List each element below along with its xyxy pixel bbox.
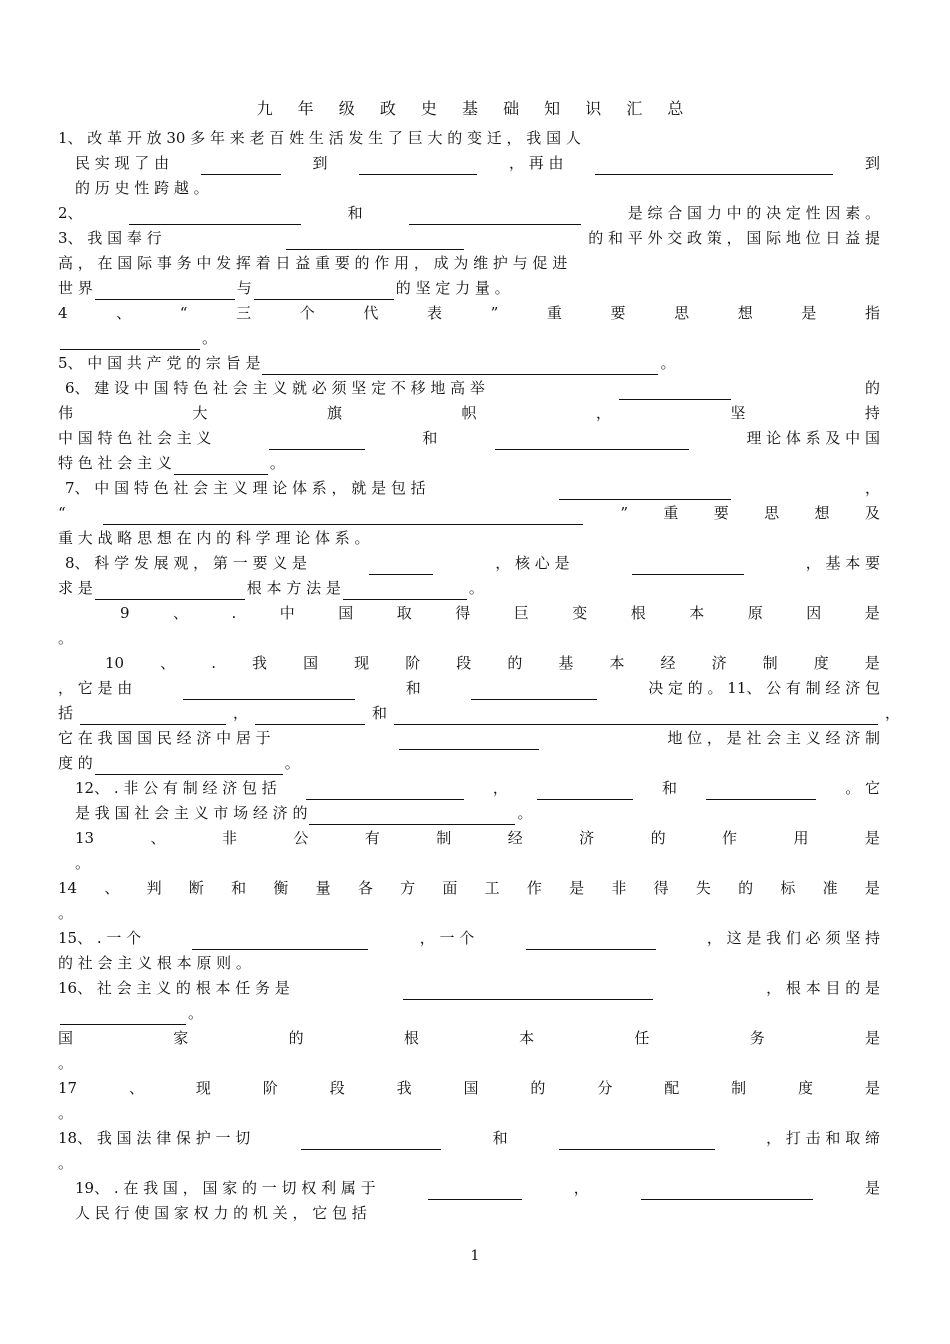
- line-text: 。: [75, 854, 91, 872]
- line-text: 工: [484, 879, 500, 897]
- answer-blank[interactable]: [428, 1183, 522, 1200]
- line-text: 9: [120, 604, 130, 622]
- line-text: 、: [173, 604, 189, 622]
- line-text: 帜: [461, 404, 477, 422]
- line-text: 7、 中 国 特 色 社 会 主 义 理 论 体 系 ， 就 是 包 括: [65, 479, 426, 497]
- text-line: [58, 451, 500, 475]
- line-text: 判: [146, 879, 162, 897]
- answer-blank[interactable]: [559, 1133, 715, 1150]
- answer-blank[interactable]: [174, 458, 268, 475]
- line-text: 量: [315, 879, 331, 897]
- line-text: 指: [864, 304, 880, 322]
- answer-blank[interactable]: [343, 583, 467, 600]
- line-text: 国: [338, 604, 354, 622]
- line-text: 我: [396, 1079, 412, 1097]
- line-text: 8、 科 学 发 展 观 ， 第 一 要 义 是: [65, 554, 307, 572]
- line-text: 表: [426, 304, 442, 322]
- line-text: ，: [573, 1179, 589, 1197]
- line-text: 13: [75, 829, 95, 847]
- line-text: 它 在 我 国 国 民 经 济 中 居 于: [58, 729, 271, 747]
- line-text: 非: [221, 829, 237, 847]
- answer-blank[interactable]: [619, 383, 731, 400]
- line-text: 根: [630, 604, 646, 622]
- line-text: 。: [660, 354, 676, 372]
- line-text: 代: [363, 304, 379, 322]
- line-text: 14: [58, 879, 78, 897]
- answer-blank[interactable]: [129, 208, 301, 225]
- line-text: 重: [663, 504, 679, 522]
- line-text: 想: [814, 504, 830, 522]
- line-text: ， 再 由: [508, 154, 564, 172]
- line-text: 19、 . 在 我 国 ， 国 家 的 一 切 权 利 属 于: [75, 1179, 376, 1197]
- text-line: [58, 426, 880, 450]
- text-line: [58, 501, 880, 525]
- line-text: 得: [455, 604, 471, 622]
- line-text: 的: [288, 1029, 304, 1047]
- line-text: 15、 . 一 个: [58, 929, 142, 947]
- page-title: 九 年 级 政 史 基 础 知 识 汇 总: [256, 99, 694, 118]
- text-line: [65, 551, 880, 575]
- line-text: 思: [674, 304, 690, 322]
- line-text: 中 国 特 色 社 会 主 义: [58, 429, 212, 447]
- text-line: [58, 1026, 880, 1050]
- line-text: 括: [58, 704, 74, 722]
- line-text: 思: [764, 504, 780, 522]
- text-line: [58, 201, 880, 225]
- line-text: 分: [597, 1079, 613, 1097]
- answer-blank[interactable]: [95, 758, 283, 775]
- text-line: [75, 826, 880, 850]
- line-text: 的: [507, 654, 523, 672]
- line-text: 任: [634, 1029, 650, 1047]
- line-text: ， 打 击 和 取 缔: [766, 1129, 880, 1147]
- text-line: [58, 1051, 200, 1075]
- line-text: 世 界: [58, 279, 93, 297]
- line-text: 本: [519, 1029, 535, 1047]
- text-line: [58, 876, 880, 900]
- answer-blank[interactable]: [301, 1133, 441, 1150]
- text-line: [75, 776, 880, 800]
- text-line: [75, 151, 880, 175]
- line-text: 、: [150, 829, 166, 847]
- text-line: [58, 351, 880, 375]
- line-text: 现: [354, 654, 370, 672]
- answer-blank[interactable]: [495, 433, 689, 450]
- line-text: 是: [569, 879, 585, 897]
- answer-blank[interactable]: [409, 208, 581, 225]
- line-text: 的: [650, 829, 666, 847]
- line-text: 。: [284, 754, 300, 772]
- line-text: 个: [299, 304, 315, 322]
- line-text: 要: [713, 504, 729, 522]
- answer-blank[interactable]: [269, 433, 365, 450]
- line-text: 作: [526, 879, 542, 897]
- line-text: 准: [822, 879, 838, 897]
- answer-blank[interactable]: [394, 708, 878, 725]
- line-text: 坚: [730, 404, 746, 422]
- line-text: ， 这 是 我 们 必 须 坚 持: [706, 929, 880, 947]
- line-text: 。: [188, 1004, 204, 1022]
- line-text: 的: [738, 879, 754, 897]
- answer-blank[interactable]: [641, 1183, 813, 1200]
- text-line: [58, 751, 700, 775]
- line-text: 用: [793, 829, 809, 847]
- line-text: ”: [620, 504, 629, 522]
- line-text: “: [179, 304, 188, 322]
- line-text: 求 是: [58, 579, 93, 597]
- answer-blank[interactable]: [706, 783, 816, 800]
- page-number: 1: [470, 1248, 480, 1264]
- line-text: 中: [279, 604, 295, 622]
- line-text: 持: [864, 404, 880, 422]
- line-text: 是: [864, 829, 880, 847]
- line-text: 重 大 战 略 思 想 在 内 的 科 学 理 论 体 系 。: [58, 529, 370, 547]
- answer-blank[interactable]: [369, 558, 433, 575]
- line-text: 是 综 合 国 力 中 的 决 定 性 因 素 。: [627, 204, 880, 222]
- line-text: 决 定 的 。 11、 公 有 制 经 济 包: [648, 679, 880, 697]
- answer-blank[interactable]: [403, 983, 653, 1000]
- line-text: 阶: [262, 1079, 278, 1097]
- line-text: 特 色 社 会 主 义: [58, 454, 172, 472]
- line-text: 是: [864, 1029, 880, 1047]
- line-text: 想: [737, 304, 753, 322]
- text-line: [58, 626, 200, 650]
- answer-blank[interactable]: [526, 933, 656, 950]
- text-line: [75, 801, 700, 825]
- line-text: 务: [749, 1029, 765, 1047]
- line-text: ， 根 本 目 的 是: [766, 979, 880, 997]
- line-text: ， 它 是 由: [58, 679, 133, 697]
- line-text: 。: [58, 1054, 74, 1072]
- line-text: ，: [864, 479, 880, 497]
- answer-blank[interactable]: [595, 158, 833, 175]
- line-text: 到: [864, 154, 880, 172]
- line-text: 的: [530, 1079, 546, 1097]
- answer-blank[interactable]: [471, 683, 597, 700]
- text-line: [58, 1126, 880, 1150]
- text-line: [58, 976, 880, 1000]
- answer-blank[interactable]: [309, 808, 515, 825]
- line-text: ，: [492, 779, 508, 797]
- line-text: 巨: [513, 604, 529, 622]
- line-text: 、: [104, 879, 120, 897]
- line-text: 是: [864, 654, 880, 672]
- line-text: 制: [762, 654, 778, 672]
- line-text: 。: [269, 454, 285, 472]
- answer-blank[interactable]: [95, 283, 235, 300]
- line-text: 的: [864, 379, 880, 397]
- line-text: ， 核 心 是: [495, 554, 570, 572]
- line-text: ，: [884, 704, 900, 722]
- line-text: 3、 我 国 奉 行: [58, 229, 162, 247]
- text-line: [58, 1076, 880, 1100]
- text-line: [75, 1176, 880, 1200]
- line-text: 本: [609, 654, 625, 672]
- line-text: 衡: [273, 879, 289, 897]
- line-text: 各: [357, 879, 373, 897]
- line-text: 度 的: [58, 754, 93, 772]
- line-text: 及: [864, 504, 880, 522]
- text-line: [58, 901, 200, 925]
- answer-blank[interactable]: [80, 708, 226, 725]
- text-line: [58, 1101, 200, 1125]
- line-text: 有: [364, 829, 380, 847]
- text-line: [58, 951, 700, 975]
- line-text: 标: [780, 879, 796, 897]
- line-text: 和: [422, 429, 438, 447]
- line-text: 6、 建 设 中 国 特 色 社 会 主 义 就 必 须 坚 定 不 移 地 高 举: [65, 379, 485, 397]
- line-text: ，: [232, 704, 248, 722]
- text-line: [65, 376, 880, 400]
- line-text: 的 坚 定 力 量 。: [395, 279, 510, 297]
- line-text: 国: [303, 654, 319, 672]
- line-text: 国: [58, 1029, 74, 1047]
- line-text: 制: [436, 829, 452, 847]
- line-text: 度: [798, 1079, 814, 1097]
- line-text: 2、: [58, 204, 83, 222]
- answer-blank[interactable]: [95, 583, 245, 600]
- line-text: 经: [507, 829, 523, 847]
- line-text: 根: [403, 1029, 419, 1047]
- answer-blank[interactable]: [60, 1008, 186, 1025]
- line-text: 是: [864, 879, 880, 897]
- line-text: 、: [160, 654, 176, 672]
- text-line: [75, 1201, 700, 1225]
- line-text: 段: [456, 654, 472, 672]
- line-text: 作: [722, 829, 738, 847]
- line-text: 制: [731, 1079, 747, 1097]
- line-text: 济: [579, 829, 595, 847]
- line-text: 度: [813, 654, 829, 672]
- line-text: ， 一 个: [419, 929, 475, 947]
- line-text: 12、 . 非 公 有 制 经 济 包 括: [75, 779, 277, 797]
- line-text: 因: [806, 604, 822, 622]
- text-line: [58, 576, 700, 600]
- line-text: 基: [558, 654, 574, 672]
- line-text: ，: [595, 404, 611, 422]
- answer-blank[interactable]: [103, 508, 583, 525]
- line-text: 民 实 现 了 由: [75, 154, 170, 172]
- answer-blank[interactable]: [537, 783, 633, 800]
- line-text: 地 位 ， 是 社 会 主 义 经 济 制: [667, 729, 880, 747]
- line-text: 17: [58, 1079, 78, 1097]
- line-text: 是: [801, 304, 817, 322]
- line-text: 高 ， 在 国 际 事 务 中 发 挥 着 日 益 重 要 的 作 用 ， 成 为 维 护 与 促 进: [58, 254, 568, 272]
- text-line: [58, 301, 880, 325]
- text-line: [58, 1001, 400, 1025]
- line-text: 阶: [405, 654, 421, 672]
- line-text: 失: [695, 879, 711, 897]
- line-text: 旗: [326, 404, 342, 422]
- line-text: 是 我 国 社 会 主 义 市 场 经 济 的: [75, 804, 308, 822]
- line-text: 和: [405, 679, 421, 697]
- line-text: 面: [442, 879, 458, 897]
- answer-blank[interactable]: [632, 558, 744, 575]
- text-line: [58, 126, 880, 150]
- line-text: 和: [347, 204, 363, 222]
- line-text: 1、 改 革 开 放 30 多 年 来 老 百 姓 生 活 发 生 了 巨 大 的 变 迁 ， 我 国 人: [58, 129, 581, 147]
- line-text: ， 基 本 要: [805, 554, 880, 572]
- text-line: [75, 851, 200, 875]
- text-line: [58, 1151, 200, 1175]
- line-text: 非: [611, 879, 627, 897]
- text-line: [105, 651, 880, 675]
- text-line: [58, 401, 880, 425]
- line-text: 10: [105, 654, 125, 672]
- line-text: 4: [58, 304, 68, 322]
- line-text: ”: [490, 304, 499, 322]
- text-line: [58, 701, 900, 725]
- line-text: 取: [396, 604, 412, 622]
- line-text: 公: [293, 829, 309, 847]
- line-text: 大: [192, 404, 208, 422]
- text-line: [58, 726, 880, 750]
- line-text: 重: [546, 304, 562, 322]
- line-text: 配: [664, 1079, 680, 1097]
- line-text: 16、 社 会 主 义 的 根 本 任 务 是: [58, 979, 290, 997]
- text-line: [58, 926, 880, 950]
- line-text: 和: [231, 879, 247, 897]
- line-text: .: [211, 654, 216, 672]
- line-text: 得: [653, 879, 669, 897]
- line-text: 5、 中 国 共 产 党 的 宗 旨 是: [58, 354, 261, 372]
- answer-blank[interactable]: [201, 158, 281, 175]
- line-text: 。: [202, 329, 218, 347]
- line-text: 。: [517, 804, 533, 822]
- line-text: 人 民 行 使 国 家 权 力 的 机 关 ， 它 包 括: [75, 1204, 367, 1222]
- text-line: [58, 226, 880, 250]
- text-line: [58, 326, 400, 350]
- line-text: “: [58, 504, 66, 522]
- answer-blank[interactable]: [306, 783, 464, 800]
- answer-blank[interactable]: [286, 233, 464, 250]
- text-line: [58, 526, 700, 550]
- line-text: 、: [116, 304, 132, 322]
- text-line: [75, 176, 400, 200]
- line-text: 济: [711, 654, 727, 672]
- answer-blank[interactable]: [262, 358, 658, 375]
- line-text: 我: [252, 654, 268, 672]
- line-text: .: [231, 604, 237, 622]
- line-text: 。 它: [845, 779, 880, 797]
- answer-blank[interactable]: [183, 683, 355, 700]
- line-text: 要: [610, 304, 626, 322]
- line-text: 段: [329, 1079, 345, 1097]
- answer-blank[interactable]: [60, 333, 200, 350]
- line-text: 和: [662, 779, 678, 797]
- line-text: 到: [312, 154, 328, 172]
- line-text: 。: [58, 1104, 74, 1122]
- line-text: 家: [173, 1029, 189, 1047]
- text-line: [65, 476, 880, 500]
- line-text: 国: [463, 1079, 479, 1097]
- line-text: 。: [58, 629, 74, 647]
- line-text: 18、 我 国 法 律 保 护 一 切: [58, 1129, 251, 1147]
- line-text: 断: [188, 879, 204, 897]
- line-text: 原: [747, 604, 763, 622]
- text-line: [58, 676, 880, 700]
- line-text: 理 论 体 系 及 中 国: [746, 429, 880, 447]
- answer-blank[interactable]: [399, 733, 539, 750]
- line-text: 根 本 方 法 是: [246, 579, 341, 597]
- line-text: 。: [58, 1154, 74, 1172]
- line-text: 和: [371, 704, 387, 722]
- line-text: 现: [195, 1079, 211, 1097]
- text-line: [58, 251, 880, 275]
- line-text: 方: [400, 879, 416, 897]
- line-text: 的 和 平 外 交 政 策 ， 国 际 地 位 日 益 提: [588, 229, 880, 247]
- answer-blank[interactable]: [255, 708, 365, 725]
- line-text: 的 历 史 性 跨 越 。: [75, 179, 209, 197]
- line-text: 本: [689, 604, 705, 622]
- answer-blank[interactable]: [559, 483, 731, 500]
- line-text: 三: [236, 304, 252, 322]
- line-text: 。: [468, 579, 484, 597]
- answer-blank[interactable]: [254, 283, 394, 300]
- answer-blank[interactable]: [359, 158, 477, 175]
- line-text: 的 社 会 主 义 根 本 原 则 。: [58, 954, 251, 972]
- line-text: 是: [864, 1179, 880, 1197]
- answer-blank[interactable]: [192, 933, 368, 950]
- line-text: 和: [492, 1129, 508, 1147]
- text-line: [58, 276, 620, 300]
- line-text: 。: [58, 904, 74, 922]
- line-text: 是: [864, 604, 880, 622]
- line-text: 是: [864, 1079, 880, 1097]
- text-line: [120, 601, 880, 625]
- line-text: 、: [128, 1079, 144, 1097]
- line-text: 伟: [58, 404, 74, 422]
- line-text: 变: [572, 604, 588, 622]
- line-text: 与: [236, 279, 252, 297]
- line-text: 经: [660, 654, 676, 672]
